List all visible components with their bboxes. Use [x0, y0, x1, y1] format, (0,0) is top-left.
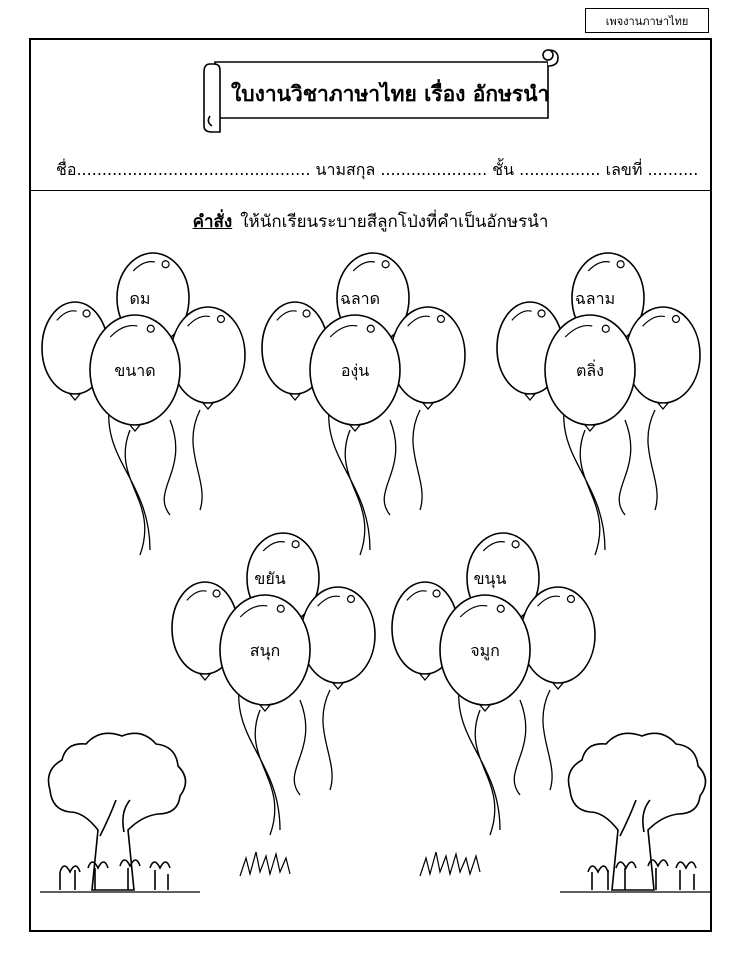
balloon-group [392, 533, 595, 835]
tree-left-icon [49, 733, 186, 890]
balloon-word: ขนาด [114, 361, 156, 380]
tree-right-icon [569, 733, 706, 890]
balloon-group [262, 253, 465, 555]
balloon-word: จมูก [470, 641, 500, 660]
balloon-center[interactable] [90, 315, 180, 431]
number-label: เลขที่ [605, 160, 643, 179]
surname-label: นามสกุล [315, 160, 376, 179]
balloon-group [172, 533, 375, 835]
balloon-word: องุ่น [340, 361, 370, 380]
balloon-center[interactable] [220, 595, 310, 711]
surname-field[interactable]: ..................... [380, 160, 488, 179]
balloon-group [497, 253, 700, 555]
balloon-center[interactable] [440, 595, 530, 711]
instruction [0, 208, 741, 235]
worksheet-title: ใบงานวิชาภาษาไทย เรื่อง อักษรนำ [231, 82, 550, 106]
class-label: ชั้น [492, 160, 515, 179]
balloon-word: ดม [129, 289, 151, 308]
balloon-word: ฉลาด [339, 289, 381, 308]
instruction-label: คำสั่ง [192, 212, 233, 232]
balloon-word: ฉลาม [574, 289, 616, 308]
class-field[interactable]: ................ [519, 160, 601, 179]
student-info-row [56, 158, 698, 183]
balloon-word: สนุก [249, 641, 281, 660]
balloon-word: ขยัน [254, 569, 286, 588]
grass-icon [40, 852, 712, 892]
name-field[interactable]: .............................................. [76, 160, 311, 179]
name-label: ชื่อ [56, 160, 77, 179]
balloon-center[interactable] [310, 315, 400, 431]
balloon-word: ตลิ่ง [575, 361, 605, 380]
corner-tag: เพจงานภาษาไทย [585, 8, 709, 33]
balloon-word: ขนุน [473, 569, 507, 588]
instruction-text: ให้นักเรียนระบายสีลูกโป่งที่คำเป็นอักษรนำ [240, 212, 549, 232]
balloon-group [42, 253, 245, 555]
balloon-center[interactable] [545, 315, 635, 431]
number-field[interactable]: .......... [647, 160, 699, 179]
